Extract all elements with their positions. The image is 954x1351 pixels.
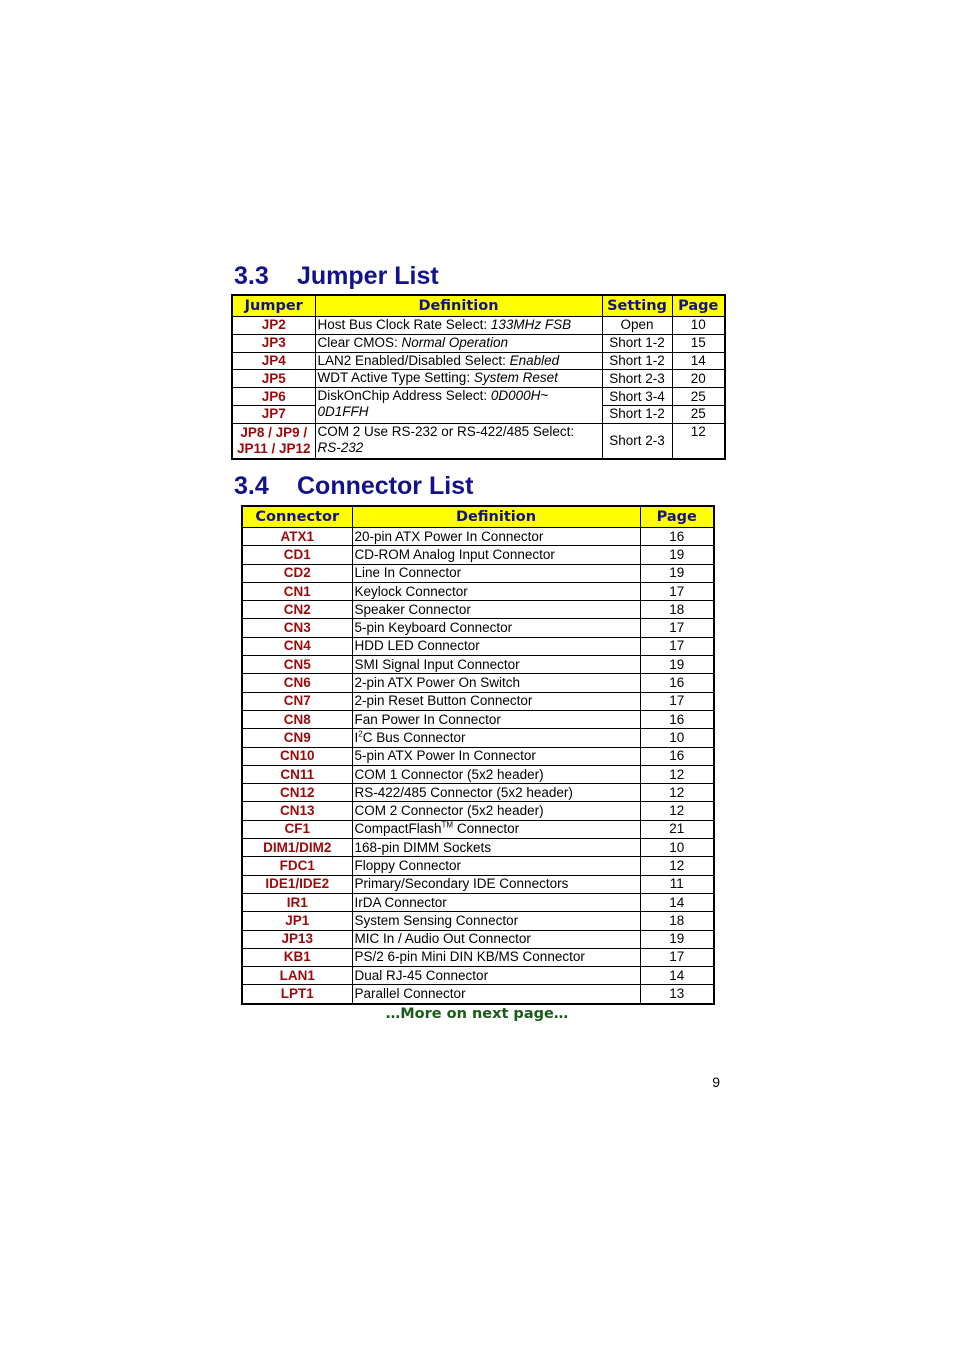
table-row (242, 784, 714, 802)
connector-page: 21 (640, 820, 714, 838)
connector-page: 16 (640, 674, 714, 692)
connector-code: IR1 (242, 893, 352, 911)
connector-page: 12 (640, 857, 714, 875)
connector-definition: COM 1 Connector (5x2 header) (352, 765, 640, 783)
more-on-next-page-note: …More on next page… (385, 1006, 569, 1022)
connector-definition: SMI Signal Input Connector (352, 656, 640, 674)
jumper-code: JP4 (232, 352, 315, 370)
connector-page: 16 (640, 528, 714, 546)
connector-page: 16 (640, 747, 714, 765)
connector-code: CD2 (242, 564, 352, 582)
connector-page: 12 (640, 765, 714, 783)
jumper-page: 10 (672, 317, 725, 335)
connector-code: LAN1 (242, 967, 352, 985)
connector-table (241, 505, 715, 1005)
table-row (232, 370, 725, 388)
connector-page: 19 (640, 656, 714, 674)
jumper-code: JP3 (232, 334, 315, 352)
jumper-definition (315, 388, 602, 424)
jumper-setting: Short 1-2 (602, 405, 672, 423)
connector-definition: PS/2 6-pin Mini DIN KB/MS Connector (352, 948, 640, 966)
connector-code: ATX1 (242, 528, 352, 546)
table-row (242, 893, 714, 911)
table-row (232, 423, 725, 459)
connector-definition: MIC In / Audio Out Connector (352, 930, 640, 948)
connector-definition: 5-pin Keyboard Connector (352, 619, 640, 637)
definition-text: Connector (453, 821, 520, 837)
connector-page: 17 (640, 582, 714, 600)
page-number: 9 (712, 1074, 720, 1090)
connector-definition: Fan Power In Connector (352, 710, 640, 728)
header-jumper: Jumper (232, 295, 315, 317)
connector-page: 19 (640, 930, 714, 948)
table-row (242, 820, 714, 838)
definition-text: C Bus Connector (362, 729, 466, 745)
definition-text: COM 2 Use RS-232 or RS-422/485 Select: (317, 423, 575, 439)
connector-definition: 20-pin ATX Power In Connector (352, 528, 640, 546)
table-row (242, 564, 714, 582)
connector-page: 10 (640, 839, 714, 857)
connector-definition: Dual RJ-45 Connector (352, 967, 640, 985)
connector-definition: IrDA Connector (352, 893, 640, 911)
connector-definition: 168-pin DIMM Sockets (352, 839, 640, 857)
connector-code: CN12 (242, 784, 352, 802)
table-row (242, 546, 714, 564)
table-row (242, 930, 714, 948)
jumper-page: 25 (672, 405, 725, 423)
jumper-page: 12 (672, 423, 725, 459)
connector-page: 12 (640, 802, 714, 820)
connector-definition: 5-pin ATX Power In Connector (352, 747, 640, 765)
connector-code: CN2 (242, 601, 352, 619)
jumper-definition (315, 334, 602, 352)
jumper-table (231, 294, 726, 460)
connector-page: 12 (640, 784, 714, 802)
table-row (242, 692, 714, 710)
table-row (242, 802, 714, 820)
connector-page: 13 (640, 985, 714, 1004)
definition-text: Clear CMOS: (317, 334, 402, 350)
connector-code: JP1 (242, 912, 352, 930)
connector-page: 17 (640, 637, 714, 655)
jumper-code: JP2 (232, 317, 315, 335)
connector-page: 11 (640, 875, 714, 893)
connector-code: CN9 (242, 729, 352, 747)
jumper-page: 14 (672, 352, 725, 370)
definition-text: WDT Active Type Setting: (317, 370, 474, 386)
header-definition: Definition (315, 295, 602, 317)
connector-code: CN7 (242, 692, 352, 710)
table-row (242, 619, 714, 637)
table-row (232, 388, 725, 406)
table-row (232, 334, 725, 352)
connector-definition: Keylock Connector (352, 582, 640, 600)
jumper-code: JP7 (232, 405, 315, 423)
definition-text: CompactFlash (354, 821, 442, 837)
connector-definition: Line In Connector (352, 564, 640, 582)
connector-page: 18 (640, 912, 714, 930)
connector-code: CN5 (242, 656, 352, 674)
connector-page: 17 (640, 619, 714, 637)
table-row (242, 729, 714, 747)
jumper-setting: Short 1-2 (602, 334, 672, 352)
table-row (242, 710, 714, 728)
jumper-code-line1: JP8 / JP9 / (240, 424, 308, 440)
connector-page: 18 (640, 601, 714, 619)
jumper-code: JP5 (232, 370, 315, 388)
jumper-page: 25 (672, 388, 725, 406)
connector-code: LPT1 (242, 985, 352, 1004)
definition-text: Host Bus Clock Rate Select: (317, 317, 491, 332)
definition-default: 133MHz FSB (490, 317, 572, 332)
jumper-list-heading (234, 261, 439, 291)
connector-code: CN3 (242, 619, 352, 637)
connector-code: CN8 (242, 710, 352, 728)
trademark-mark: TM (441, 820, 454, 830)
connector-definition (352, 820, 640, 838)
table-row (242, 656, 714, 674)
connector-code: CN10 (242, 747, 352, 765)
connector-code: CN4 (242, 637, 352, 655)
jumper-code-line2: JP11 / JP12 (236, 440, 311, 456)
table-row (232, 352, 725, 370)
section-title: Connector List (297, 472, 474, 500)
connector-definition: 2-pin Reset Button Connector (352, 692, 640, 710)
definition-default: Enabled (509, 352, 560, 368)
connector-code: CN11 (242, 765, 352, 783)
definition-default: System Reset (473, 370, 558, 386)
connector-definition (352, 729, 640, 747)
section-number: 3.3 (234, 262, 269, 290)
connector-page: 16 (640, 710, 714, 728)
table-row (242, 857, 714, 875)
table-row (242, 912, 714, 930)
connector-code: CF1 (242, 820, 352, 838)
header-page: Page (672, 295, 725, 317)
header-page: Page (640, 506, 714, 528)
table-row (242, 765, 714, 783)
jumper-setting: Short 1-2 (602, 352, 672, 370)
header-definition: Definition (352, 506, 640, 528)
connector-code: KB1 (242, 948, 352, 966)
connector-definition: COM 2 Connector (5x2 header) (352, 802, 640, 820)
connector-definition: System Sensing Connector (352, 912, 640, 930)
table-row (242, 747, 714, 765)
jumper-setting: Short 3-4 (602, 388, 672, 406)
connector-code: IDE1/IDE2 (242, 875, 352, 893)
connector-code: DIM1/DIM2 (242, 839, 352, 857)
table-row (242, 839, 714, 857)
connector-list-heading (234, 471, 473, 501)
table-row (242, 674, 714, 692)
connector-code: CN6 (242, 674, 352, 692)
connector-page: 19 (640, 546, 714, 564)
jumper-definition (315, 370, 602, 388)
connector-code: CN13 (242, 802, 352, 820)
jumper-definition (315, 423, 602, 459)
table-row (242, 582, 714, 600)
connector-code: FDC1 (242, 857, 352, 875)
jumper-code (232, 423, 315, 459)
jumper-page: 15 (672, 334, 725, 352)
jumper-definition (315, 317, 602, 335)
table-header-row (232, 295, 725, 317)
superscript: 2 (358, 729, 363, 739)
header-setting: Setting (602, 295, 672, 317)
section-number: 3.4 (234, 472, 269, 500)
table-row (232, 317, 725, 335)
connector-code: CN1 (242, 582, 352, 600)
connector-definition: Parallel Connector (352, 985, 640, 1004)
connector-definition: CD-ROM Analog Input Connector (352, 546, 640, 564)
definition-text: DiskOnChip Address Select: (317, 388, 491, 404)
connector-page: 17 (640, 948, 714, 966)
connector-page: 19 (640, 564, 714, 582)
definition-default: RS-232 (317, 439, 364, 455)
table-row (242, 875, 714, 893)
section-title: Jumper List (297, 262, 439, 290)
table-row (242, 948, 714, 966)
table-header-row (242, 506, 714, 528)
connector-page: 14 (640, 893, 714, 911)
jumper-definition (315, 352, 602, 370)
table-row (242, 967, 714, 985)
definition-text: I (354, 729, 359, 745)
connector-definition: Primary/Secondary IDE Connectors (352, 875, 640, 893)
connector-definition: Floppy Connector (352, 857, 640, 875)
jumper-page: 20 (672, 370, 725, 388)
connector-definition: Speaker Connector (352, 601, 640, 619)
jumper-setting: Short 2-3 (602, 423, 672, 459)
jumper-setting: Open (602, 317, 672, 335)
connector-code: JP13 (242, 930, 352, 948)
definition-text: LAN2 Enabled/Disabled Select: (317, 352, 510, 368)
table-row (242, 601, 714, 619)
table-row (242, 985, 714, 1004)
connector-definition: HDD LED Connector (352, 637, 640, 655)
connector-definition: RS-422/485 Connector (5x2 header) (352, 784, 640, 802)
table-row (242, 637, 714, 655)
jumper-setting: Short 2-3 (602, 370, 672, 388)
connector-code: CD1 (242, 546, 352, 564)
connector-page: 14 (640, 967, 714, 985)
connector-definition: 2-pin ATX Power On Switch (352, 674, 640, 692)
connector-page: 10 (640, 729, 714, 747)
connector-page: 17 (640, 692, 714, 710)
jumper-code: JP6 (232, 388, 315, 406)
definition-default: 0D000H~ 0D1FFH (317, 388, 549, 420)
table-row (242, 528, 714, 546)
definition-default: Normal Operation (401, 334, 509, 350)
header-connector: Connector (242, 506, 352, 528)
